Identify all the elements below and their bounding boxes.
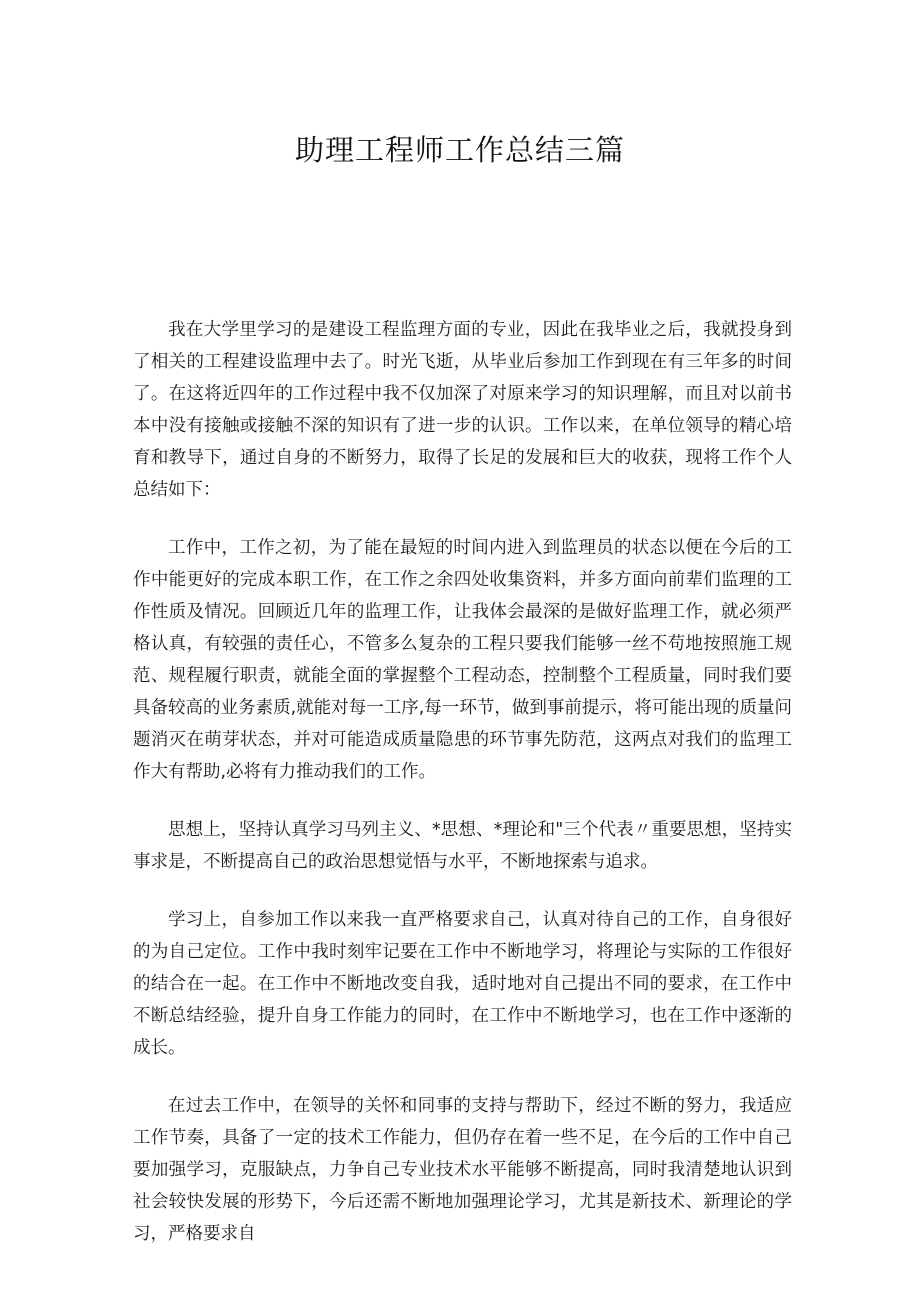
paragraph-work: 工作中，工作之初，为了能在最短的时间内进入到监理员的状态以便在今后的工作中能更好的完成本职工作，在工作之余四处收集资料，并多方面向前辈们监理的工作性质及情况。回顾近几年的监理工作，让我体会最深的是做好监理工作，就必须严格认真，有较强的责任心，不管多么复杂的工程只要我们能够一丝不苟地按照施工规范、规程履行职责，就能全面的掌握整个工程动态，控制整个工程质量，同时我们要具备较高的业务素质,就能对每一工序,每一环节，做到事前提示，将可能出现的质量问题消灭在萌芽状态，并对可能造成质量隐患的环节事先防范，这两点对我们的监理工作大有帮助,必将有力推动我们的工作。 [133,538,792,782]
paragraph-past-work: 在过去工作中，在领导的关怀和同事的支持与帮助下，经过不断的努力，我适应工作节奏，具备了一定的技术工作能力，但仍存在着一些不足，在今后的工作中自己要加强学习，克服缺点，力争自己专业技术水平能够不断提高，同时我清楚地认识到社会较快发展的形势下，今后还需不断地加强理论学习，尤其是新技术、新理论的学习，严格要求自 [133,1096,792,1244]
paragraph-study: 学习上，自参加工作以来我一直严格要求自己，认真对待自己的工作，自身很好的为自己定位。工作中我时刻牢记要在工作中不断地学习，将理论与实际的工作很好的结合在一起。在工作中不断地改变自我，适时地对自己提出不同的要求，在工作中不断总结经验，提升自身工作能力的同时，在工作中不断地学习，也在工作中逐渐的成长。 [133,910,792,1058]
paragraph-thought: 思想上，坚持认真学习马列主义、*思想、*理论和"三个代表〃重要思想，坚持实事求是，不断提高自己的政治思想觉悟与水平，不断地探索与追求。 [133,820,792,872]
page-title: 助理工程师工作总结三篇 [294,133,625,167]
document-body [133,314,792,1276]
paragraph-intro: 我在大学里学习的是建设工程监理方面的专业，因此在我毕业之后，我就投身到了相关的工程建设监理中去了。时光飞逝，从毕业后参加工作到现在有三年多的时间了。在这将近四年的工作过程中我不仅加深了对原来学习的知识理解，而且对以前书本中没有接触或接触不深的知识有了进一步的认识。工作以来，在单位领导的精心培育和教导下，通过自身的不断努力，取得了长足的发展和巨大的收获，现将工作个人总结如下： [133,320,792,500]
